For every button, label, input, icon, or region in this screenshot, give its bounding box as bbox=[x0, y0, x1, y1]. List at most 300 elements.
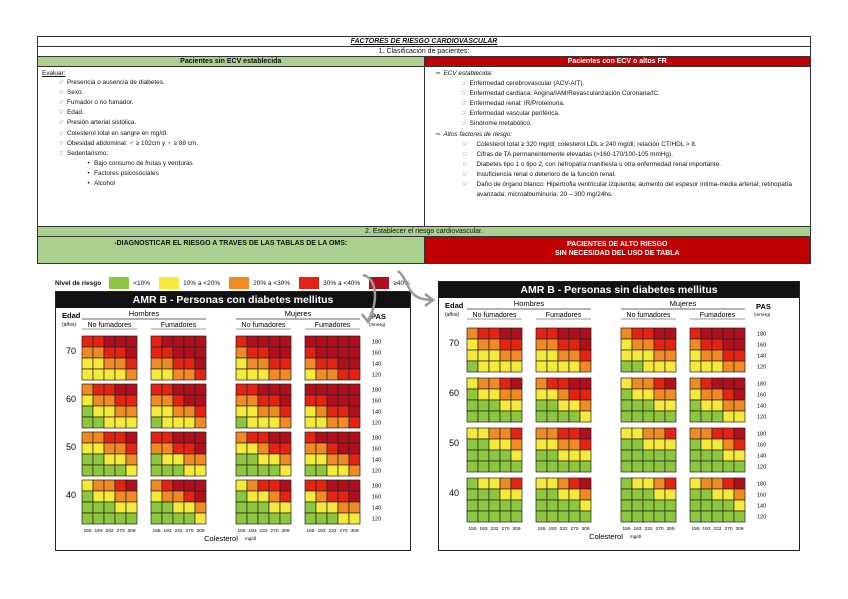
risk-cell bbox=[734, 489, 745, 500]
age-label: 50 bbox=[449, 438, 460, 448]
sex-header: Hombres bbox=[128, 309, 160, 318]
risk-cell bbox=[93, 347, 104, 358]
risk-cell bbox=[104, 443, 115, 454]
risk-cell bbox=[195, 395, 206, 406]
risk-cell bbox=[236, 406, 247, 417]
risk-cell bbox=[195, 502, 206, 513]
pointing-hand-icon: ☞ bbox=[58, 130, 65, 137]
risk-cell bbox=[269, 432, 280, 443]
risk-cell bbox=[536, 489, 547, 500]
risk-cell bbox=[126, 406, 137, 417]
risk-cell bbox=[536, 439, 547, 450]
risk-cell bbox=[104, 502, 115, 513]
cholesterol-tick-label: 309 bbox=[581, 527, 590, 532]
risk-cell bbox=[489, 511, 500, 522]
risk-cell bbox=[184, 465, 195, 476]
risk-cell bbox=[723, 511, 734, 522]
risk-cell bbox=[151, 465, 162, 476]
risk-cell bbox=[643, 478, 654, 489]
risk-cell bbox=[621, 411, 632, 422]
risk-cell bbox=[654, 361, 665, 372]
risk-cell bbox=[338, 465, 349, 476]
risk-cell bbox=[305, 465, 316, 476]
risk-cell bbox=[82, 336, 93, 347]
legend-swatch bbox=[369, 277, 389, 289]
risk-cell bbox=[327, 465, 338, 476]
risk-cell bbox=[104, 395, 115, 406]
left-column-header: Pacientes sin ECV establecida bbox=[38, 57, 424, 67]
age-axis-label: Edad bbox=[62, 311, 81, 320]
pas-tick-label: 180 bbox=[757, 431, 767, 438]
risk-cell bbox=[511, 389, 522, 400]
risk-cell bbox=[151, 358, 162, 369]
risk-cell bbox=[269, 513, 280, 524]
risk-cell bbox=[151, 443, 162, 454]
risk-cell bbox=[690, 400, 701, 411]
risk-cell bbox=[126, 432, 137, 443]
risk-cell bbox=[712, 461, 723, 472]
risk-cell bbox=[665, 478, 676, 489]
risk-cell bbox=[500, 428, 511, 439]
risk-cell bbox=[316, 417, 327, 428]
risk-cell bbox=[269, 336, 280, 347]
risk-cell bbox=[162, 395, 173, 406]
evaluar-item-text: Edad. bbox=[67, 109, 84, 117]
cholesterol-tick-label: 270 bbox=[724, 527, 733, 532]
age-label: 70 bbox=[449, 338, 460, 348]
risk-cell bbox=[82, 384, 93, 395]
risk-cell bbox=[338, 502, 349, 513]
risk-cell bbox=[467, 428, 478, 439]
risk-cell bbox=[511, 478, 522, 489]
smoking-header: No fumadores bbox=[472, 312, 517, 319]
risk-cell bbox=[489, 428, 500, 439]
risk-cell bbox=[478, 350, 489, 361]
risk-cell bbox=[305, 347, 316, 358]
risk-cell bbox=[195, 384, 206, 395]
risk-cell bbox=[316, 443, 327, 454]
risk-cell bbox=[690, 339, 701, 350]
ecv-item bbox=[429, 79, 807, 89]
risk-cell bbox=[547, 339, 558, 350]
risk-cell bbox=[701, 361, 712, 372]
risk-cell bbox=[621, 350, 632, 361]
risk-cell bbox=[305, 336, 316, 347]
risk-cell bbox=[712, 361, 723, 372]
risk-cell bbox=[643, 461, 654, 472]
risk-cell bbox=[654, 350, 665, 361]
risk-cell bbox=[467, 439, 478, 450]
risk-cell bbox=[247, 513, 258, 524]
risk-cell bbox=[632, 461, 643, 472]
risk-cell bbox=[558, 461, 569, 472]
risk-cell bbox=[236, 443, 247, 454]
cholesterol-tick-label: 193 bbox=[548, 527, 557, 532]
risk-cell bbox=[338, 406, 349, 417]
risk-cell bbox=[500, 461, 511, 472]
risk-cell bbox=[305, 513, 316, 524]
risk-cell bbox=[173, 513, 184, 524]
risk-cell bbox=[173, 502, 184, 513]
risk-cell bbox=[247, 358, 258, 369]
pas-tick-label: 140 bbox=[757, 503, 767, 510]
risk-cell bbox=[316, 491, 327, 502]
cholesterol-tick-label: 309 bbox=[281, 529, 290, 534]
ecv-item-text: Enfermedad cerebrovascular (ACV-AIT). bbox=[469, 80, 585, 88]
risk-cell bbox=[115, 465, 126, 476]
risk-cell bbox=[305, 369, 316, 380]
risk-cell bbox=[712, 478, 723, 489]
risk-cell bbox=[258, 358, 269, 369]
risk-cell bbox=[247, 417, 258, 428]
risk-cell bbox=[536, 511, 547, 522]
risk-cell bbox=[280, 395, 291, 406]
risk-cell bbox=[338, 513, 349, 524]
cholesterol-tick-label: 270 bbox=[501, 527, 510, 532]
risk-cell bbox=[632, 350, 643, 361]
cholesterol-tick-label: 309 bbox=[196, 529, 205, 534]
risk-cell bbox=[184, 491, 195, 502]
risk-cell bbox=[82, 454, 93, 465]
legend-item bbox=[229, 277, 290, 289]
cholesterol-tick-label: 309 bbox=[127, 529, 136, 534]
risk-cell bbox=[511, 400, 522, 411]
risk-cell bbox=[580, 350, 591, 361]
risk-cell bbox=[734, 350, 745, 361]
risk-cell bbox=[547, 428, 558, 439]
risk-cell bbox=[162, 417, 173, 428]
risk-cell bbox=[536, 428, 547, 439]
age-label: 50 bbox=[66, 442, 77, 452]
risk-cell bbox=[632, 478, 643, 489]
risk-cell bbox=[184, 432, 195, 443]
pointing-hand-icon: ☞ bbox=[58, 140, 65, 147]
risk-cell bbox=[580, 411, 591, 422]
risk-cell bbox=[93, 395, 104, 406]
risk-cell bbox=[723, 439, 734, 450]
risk-cell bbox=[247, 491, 258, 502]
risk-cell bbox=[580, 339, 591, 350]
risk-cell bbox=[151, 417, 162, 428]
risk-cell bbox=[690, 389, 701, 400]
risk-cell bbox=[580, 450, 591, 461]
risk-cell bbox=[621, 489, 632, 500]
risk-cell bbox=[712, 511, 723, 522]
risk-cell bbox=[654, 500, 665, 511]
risk-cell bbox=[500, 361, 511, 372]
ecv-item bbox=[429, 99, 807, 109]
risk-cell bbox=[316, 395, 327, 406]
cholesterol-tick-label: 155 bbox=[691, 527, 700, 532]
risk-cell bbox=[173, 454, 184, 465]
risk-cell bbox=[258, 395, 269, 406]
risk-cell bbox=[236, 480, 247, 491]
risk-cell bbox=[665, 411, 676, 422]
chart-title: AMR B - Personas con diabetes mellitus bbox=[56, 292, 410, 308]
cholesterol-tick-label: 270 bbox=[655, 527, 664, 532]
risk-cell bbox=[569, 478, 580, 489]
risk-cell bbox=[489, 439, 500, 450]
cholesterol-tick-label: 309 bbox=[350, 529, 359, 534]
risk-cell bbox=[126, 465, 137, 476]
risk-cell bbox=[151, 454, 162, 465]
risk-cell bbox=[280, 384, 291, 395]
smoking-header: No fumadores bbox=[241, 322, 286, 329]
risk-cell bbox=[327, 432, 338, 443]
ecv-heading bbox=[429, 69, 807, 79]
risk-cell bbox=[500, 339, 511, 350]
risk-cell bbox=[115, 395, 126, 406]
pas-tick-label: 180 bbox=[372, 435, 382, 442]
risk-cell bbox=[126, 369, 137, 380]
risk-cell bbox=[349, 513, 360, 524]
risk-cell bbox=[280, 369, 291, 380]
risk-cell bbox=[82, 465, 93, 476]
right-column-body bbox=[425, 67, 811, 226]
risk-cell bbox=[236, 465, 247, 476]
risk-cell bbox=[327, 491, 338, 502]
risk-cell bbox=[162, 369, 173, 380]
risk-cell bbox=[500, 511, 511, 522]
risk-cell bbox=[621, 328, 632, 339]
cholesterol-axis-unit: mg/dl bbox=[245, 536, 257, 541]
risk-cell bbox=[643, 339, 654, 350]
risk-cell bbox=[184, 384, 195, 395]
age-axis-unit: (años) bbox=[62, 322, 77, 328]
risk-cell bbox=[621, 500, 632, 511]
risk-cell bbox=[580, 511, 591, 522]
risk-cell bbox=[115, 454, 126, 465]
risk-cell bbox=[280, 417, 291, 428]
risk-cell bbox=[478, 361, 489, 372]
chart-title: AMR B - Personas sin diabetes mellitus bbox=[439, 282, 799, 298]
pas-tick-label: 140 bbox=[757, 353, 767, 360]
risk-cell bbox=[236, 336, 247, 347]
risk-cell bbox=[247, 347, 258, 358]
risk-cell bbox=[305, 358, 316, 369]
risk-cell bbox=[115, 443, 126, 454]
altos-item bbox=[429, 180, 807, 199]
risk-cell bbox=[173, 336, 184, 347]
risk-cell bbox=[104, 417, 115, 428]
risk-cell bbox=[547, 450, 558, 461]
pointing-hand-icon: ☞ bbox=[58, 150, 65, 157]
risk-cell bbox=[712, 450, 723, 461]
risk-cell bbox=[195, 480, 206, 491]
risk-cell bbox=[467, 328, 478, 339]
risk-cell bbox=[511, 428, 522, 439]
risk-cell bbox=[701, 461, 712, 472]
evaluar-item-text: Sexo. bbox=[67, 89, 84, 97]
risk-cell bbox=[547, 439, 558, 450]
risk-cell bbox=[654, 328, 665, 339]
pas-tick-label: 120 bbox=[372, 468, 382, 475]
risk-cell bbox=[478, 339, 489, 350]
risk-cell bbox=[643, 411, 654, 422]
age-label: 70 bbox=[66, 346, 77, 356]
risk-cell bbox=[327, 454, 338, 465]
risk-cell bbox=[500, 478, 511, 489]
risk-cell bbox=[467, 500, 478, 511]
risk-cell bbox=[478, 500, 489, 511]
risk-cell bbox=[569, 328, 580, 339]
risk-cell bbox=[151, 432, 162, 443]
risk-cell bbox=[349, 406, 360, 417]
risk-cell bbox=[258, 417, 269, 428]
risk-cell bbox=[654, 428, 665, 439]
risk-cell bbox=[701, 489, 712, 500]
legend-label: ≥40% bbox=[393, 279, 410, 287]
risk-cell bbox=[632, 411, 643, 422]
evaluar-item bbox=[42, 88, 420, 98]
pas-tick-label: 140 bbox=[372, 505, 382, 512]
risk-cell bbox=[349, 491, 360, 502]
risk-cell bbox=[569, 378, 580, 389]
risk-cell bbox=[536, 461, 547, 472]
arrowhead-icon bbox=[425, 294, 433, 306]
risk-cell bbox=[93, 432, 104, 443]
risk-cell bbox=[115, 480, 126, 491]
risk-cell bbox=[82, 358, 93, 369]
risk-cell bbox=[93, 443, 104, 454]
risk-cell bbox=[734, 389, 745, 400]
altos-label: Altos factores de riesgo: bbox=[443, 130, 513, 138]
risk-cell bbox=[569, 461, 580, 472]
ecv-list bbox=[429, 79, 807, 129]
document-title: FACTORES DE RIESGO CARDIOVASCULAR bbox=[38, 37, 810, 47]
risk-cell bbox=[665, 389, 676, 400]
risk-cell bbox=[511, 450, 522, 461]
risk-cell bbox=[665, 361, 676, 372]
pointing-hand-icon: ☞ bbox=[461, 91, 467, 98]
evaluar-item bbox=[42, 78, 420, 88]
risk-cell bbox=[489, 389, 500, 400]
risk-cell bbox=[536, 400, 547, 411]
risk-cell bbox=[280, 347, 291, 358]
risk-cell bbox=[643, 328, 654, 339]
cholesterol-tick-label: 232 bbox=[259, 529, 268, 534]
pas-tick-label: 120 bbox=[372, 516, 382, 523]
cholesterol-tick-label: 270 bbox=[116, 529, 125, 534]
sedentarismo-item bbox=[42, 179, 420, 189]
risk-cell bbox=[701, 439, 712, 450]
risk-cell bbox=[93, 358, 104, 369]
high-risk-line-1: PACIENTES DE ALTO RIESGO bbox=[567, 241, 668, 248]
risk-cell bbox=[467, 339, 478, 350]
risk-cell bbox=[580, 389, 591, 400]
risk-cell bbox=[195, 358, 206, 369]
risk-cell bbox=[173, 347, 184, 358]
risk-cell bbox=[82, 406, 93, 417]
risk-cell bbox=[305, 432, 316, 443]
risk-cell bbox=[126, 336, 137, 347]
risk-cell bbox=[701, 450, 712, 461]
pointing-hand-icon: ☞ bbox=[462, 141, 469, 148]
risk-cell bbox=[93, 417, 104, 428]
pointing-hand-icon: ☞ bbox=[461, 81, 467, 88]
risk-cell bbox=[701, 478, 712, 489]
risk-cell bbox=[478, 461, 489, 472]
risk-cell bbox=[327, 406, 338, 417]
risk-cell bbox=[643, 400, 654, 411]
cholesterol-tick-label: 155 bbox=[152, 529, 161, 534]
risk-cell bbox=[316, 465, 327, 476]
pas-axis-unit: (mmHg) bbox=[369, 322, 386, 327]
risk-cell bbox=[558, 478, 569, 489]
pas-axis-label: PAS bbox=[371, 312, 386, 321]
cholesterol-tick-label: 232 bbox=[105, 529, 114, 534]
risk-cell bbox=[712, 389, 723, 400]
risk-cell bbox=[195, 513, 206, 524]
risk-cell bbox=[701, 500, 712, 511]
risk-cell bbox=[654, 378, 665, 389]
risk-cell bbox=[547, 511, 558, 522]
risk-cell bbox=[632, 511, 643, 522]
risk-cell bbox=[280, 454, 291, 465]
risk-cell bbox=[621, 439, 632, 450]
risk-cell bbox=[654, 411, 665, 422]
risk-cell bbox=[305, 384, 316, 395]
risk-cell bbox=[247, 336, 258, 347]
altos-item-text: Insuficiencia renal o deterioro de la función renal. bbox=[476, 170, 616, 178]
risk-cell bbox=[258, 465, 269, 476]
risk-cell bbox=[734, 328, 745, 339]
risk-cell bbox=[236, 454, 247, 465]
risk-cell bbox=[500, 439, 511, 450]
risk-cell bbox=[621, 428, 632, 439]
risk-cell bbox=[258, 347, 269, 358]
risk-cell bbox=[349, 432, 360, 443]
risk-cell bbox=[247, 369, 258, 380]
cholesterol-tick-label: 270 bbox=[185, 529, 194, 534]
pas-tick-label: 160 bbox=[757, 442, 767, 449]
risk-cell bbox=[269, 358, 280, 369]
risk-cell bbox=[316, 406, 327, 417]
risk-cell bbox=[236, 491, 247, 502]
pas-tick-label: 140 bbox=[372, 409, 382, 416]
evaluar-label: Evaluar: bbox=[42, 70, 66, 77]
risk-cell bbox=[511, 489, 522, 500]
risk-cell bbox=[195, 347, 206, 358]
risk-cell bbox=[258, 406, 269, 417]
altos-item-text: Colesterol total ≥ 320 mg/dl; colesterol LDL ≥ 240 mg/dl; relación CT/HDL > 8. bbox=[476, 140, 697, 148]
risk-cell bbox=[236, 347, 247, 358]
risk-cell bbox=[712, 411, 723, 422]
cholesterol-tick-label: 193 bbox=[163, 529, 172, 534]
ecv-item bbox=[429, 109, 807, 119]
legend-label: <10% bbox=[133, 279, 151, 287]
bullet-icon: • bbox=[87, 181, 90, 188]
risk-cell bbox=[547, 500, 558, 511]
risk-cell bbox=[734, 428, 745, 439]
altos-item-text: Daño de órgano blanco: Hipertrofia ventricular izquierda; aumento del espesor íntima-media arterial; retinopatía avanzada; microalbuminuria: 20 – 300 mg/24hs. bbox=[476, 181, 792, 199]
classification-table bbox=[38, 57, 810, 227]
cholesterol-tick-label: 270 bbox=[339, 529, 348, 534]
risk-cell bbox=[489, 500, 500, 511]
pointing-hand-icon: ☞ bbox=[462, 182, 469, 189]
risk-cell bbox=[349, 502, 360, 513]
risk-cell bbox=[558, 511, 569, 522]
risk-cell bbox=[349, 384, 360, 395]
evaluar-item bbox=[42, 98, 420, 108]
legend-items bbox=[109, 277, 419, 289]
risk-cell bbox=[621, 389, 632, 400]
risk-cell bbox=[558, 378, 569, 389]
risk-cell bbox=[690, 478, 701, 489]
risk-cell bbox=[701, 328, 712, 339]
risk-cell bbox=[569, 411, 580, 422]
risk-cell bbox=[665, 489, 676, 500]
